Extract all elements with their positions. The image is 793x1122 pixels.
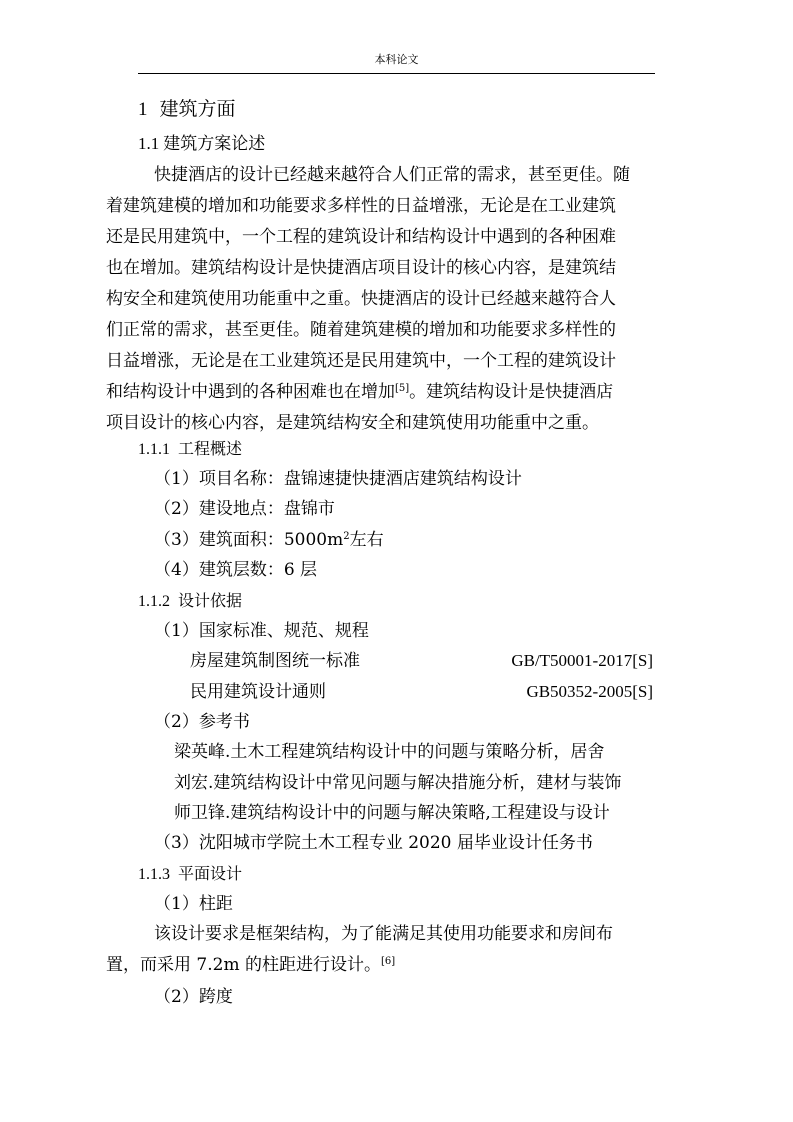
subsection-heading-1-1-2 [138, 588, 242, 615]
section-number: 1 [138, 99, 148, 120]
subsection-heading-1-1-1 [138, 436, 242, 463]
item-text: 左右 [349, 530, 384, 550]
list-item: （1）国家标准、规范、规程 [154, 621, 369, 641]
list-item: （2）建设地点：盘锦市 [154, 499, 335, 519]
reference-book: 梁英峰.土木工程建筑结构设计中的问题与策略分析，居舍 [174, 742, 605, 762]
paragraph-line-with-citation [106, 952, 395, 978]
line-text: 置，而采用 7.2m 的柱距进行设计。 [106, 955, 381, 975]
section-heading-1-1 [138, 131, 265, 157]
header-rule [138, 73, 655, 74]
line-text: 和结构设计中遇到的各种困难也在增加 [106, 382, 395, 402]
list-item: （1）项目名称：盘锦速捷快捷酒店建筑结构设计 [154, 469, 522, 489]
subsection-number: 1.1.2 [138, 593, 170, 610]
paragraph-line: 快捷酒店的设计已经越来越符合人们正常的需求，甚至更佳。随 [154, 165, 630, 185]
paragraph-line: 还是民用建筑中，一个工程的建筑设计和结构设计中遇到的各种困难 [106, 227, 616, 247]
paragraph-line: 构安全和建筑使用功能重中之重。快捷酒店的设计已经越来越符合人 [106, 289, 616, 309]
paragraph-line: 着建筑建模的增加和功能要求多样性的日益增涨，无论是在工业建筑 [106, 196, 616, 216]
subsection-number: 1.1.3 [138, 866, 170, 883]
list-item: （2）参考书 [154, 712, 250, 732]
paragraph-line: 也在增加。建筑结构设计是快捷酒店项目设计的核心内容，是建筑结 [106, 258, 616, 278]
list-item [154, 527, 384, 553]
running-header: 本科论文 [374, 53, 419, 66]
subsection-number: 1.1.1 [138, 441, 170, 458]
reference-book: 刘宏.建筑结构设计中常见问题与解决措施分析，建材与装饰 [174, 773, 622, 793]
paragraph-line: 项目设计的核心内容，是建筑结构安全和建筑使用功能重中之重。 [106, 413, 599, 433]
standard-code: GB50352-2005[S] [526, 682, 653, 701]
list-item: （3）沈阳城市学院土木工程专业 2020 届毕业设计任务书 [154, 833, 593, 853]
paragraph-line-with-citation [106, 377, 678, 408]
citation-ref: [5] [395, 383, 410, 394]
line-text: 。建筑结构设计是快捷酒店 [409, 382, 614, 402]
section-title: 建筑方面 [159, 98, 236, 120]
unit-superscript: 2 [343, 531, 350, 542]
section-title: 建筑方案论述 [163, 134, 266, 154]
reference-book: 师卫锋.建筑结构设计中的问题与解决策略,工程建设与设计 [174, 803, 610, 823]
body-paragraph [106, 160, 678, 439]
subsection-title: 工程概述 [178, 439, 243, 458]
standard-code: GB/T50001-2017[S] [511, 651, 653, 670]
item-text: （3）建筑面积：5000m [154, 530, 344, 550]
list-item: （2）跨度 [154, 987, 233, 1007]
section-heading-1 [138, 96, 236, 123]
list-item: （4）建筑层数：6 层 [154, 560, 318, 580]
subsection-heading-1-1-3 [138, 861, 242, 888]
paragraph-line: 们正常的需求，甚至更佳。随着建筑建模的增加和功能要求多样性的 [106, 320, 616, 340]
list-item: （1）柱距 [154, 894, 233, 914]
citation-ref: [6] [380, 956, 396, 967]
section-number: 1.1 [138, 134, 160, 153]
subsection-title: 平面设计 [178, 864, 243, 883]
subsection-title: 设计依据 [178, 591, 243, 610]
paragraph-line: 该设计要求是框架结构，为了能满足其使用功能要求和房间布 [154, 924, 613, 944]
paragraph-line: 日益增涨，无论是在工业建筑还是民用建筑中，一个工程的建筑设计 [106, 351, 616, 371]
standard-name: 民用建筑设计通则 [190, 682, 326, 702]
standard-name: 房屋建筑制图统一标准 [190, 651, 360, 671]
